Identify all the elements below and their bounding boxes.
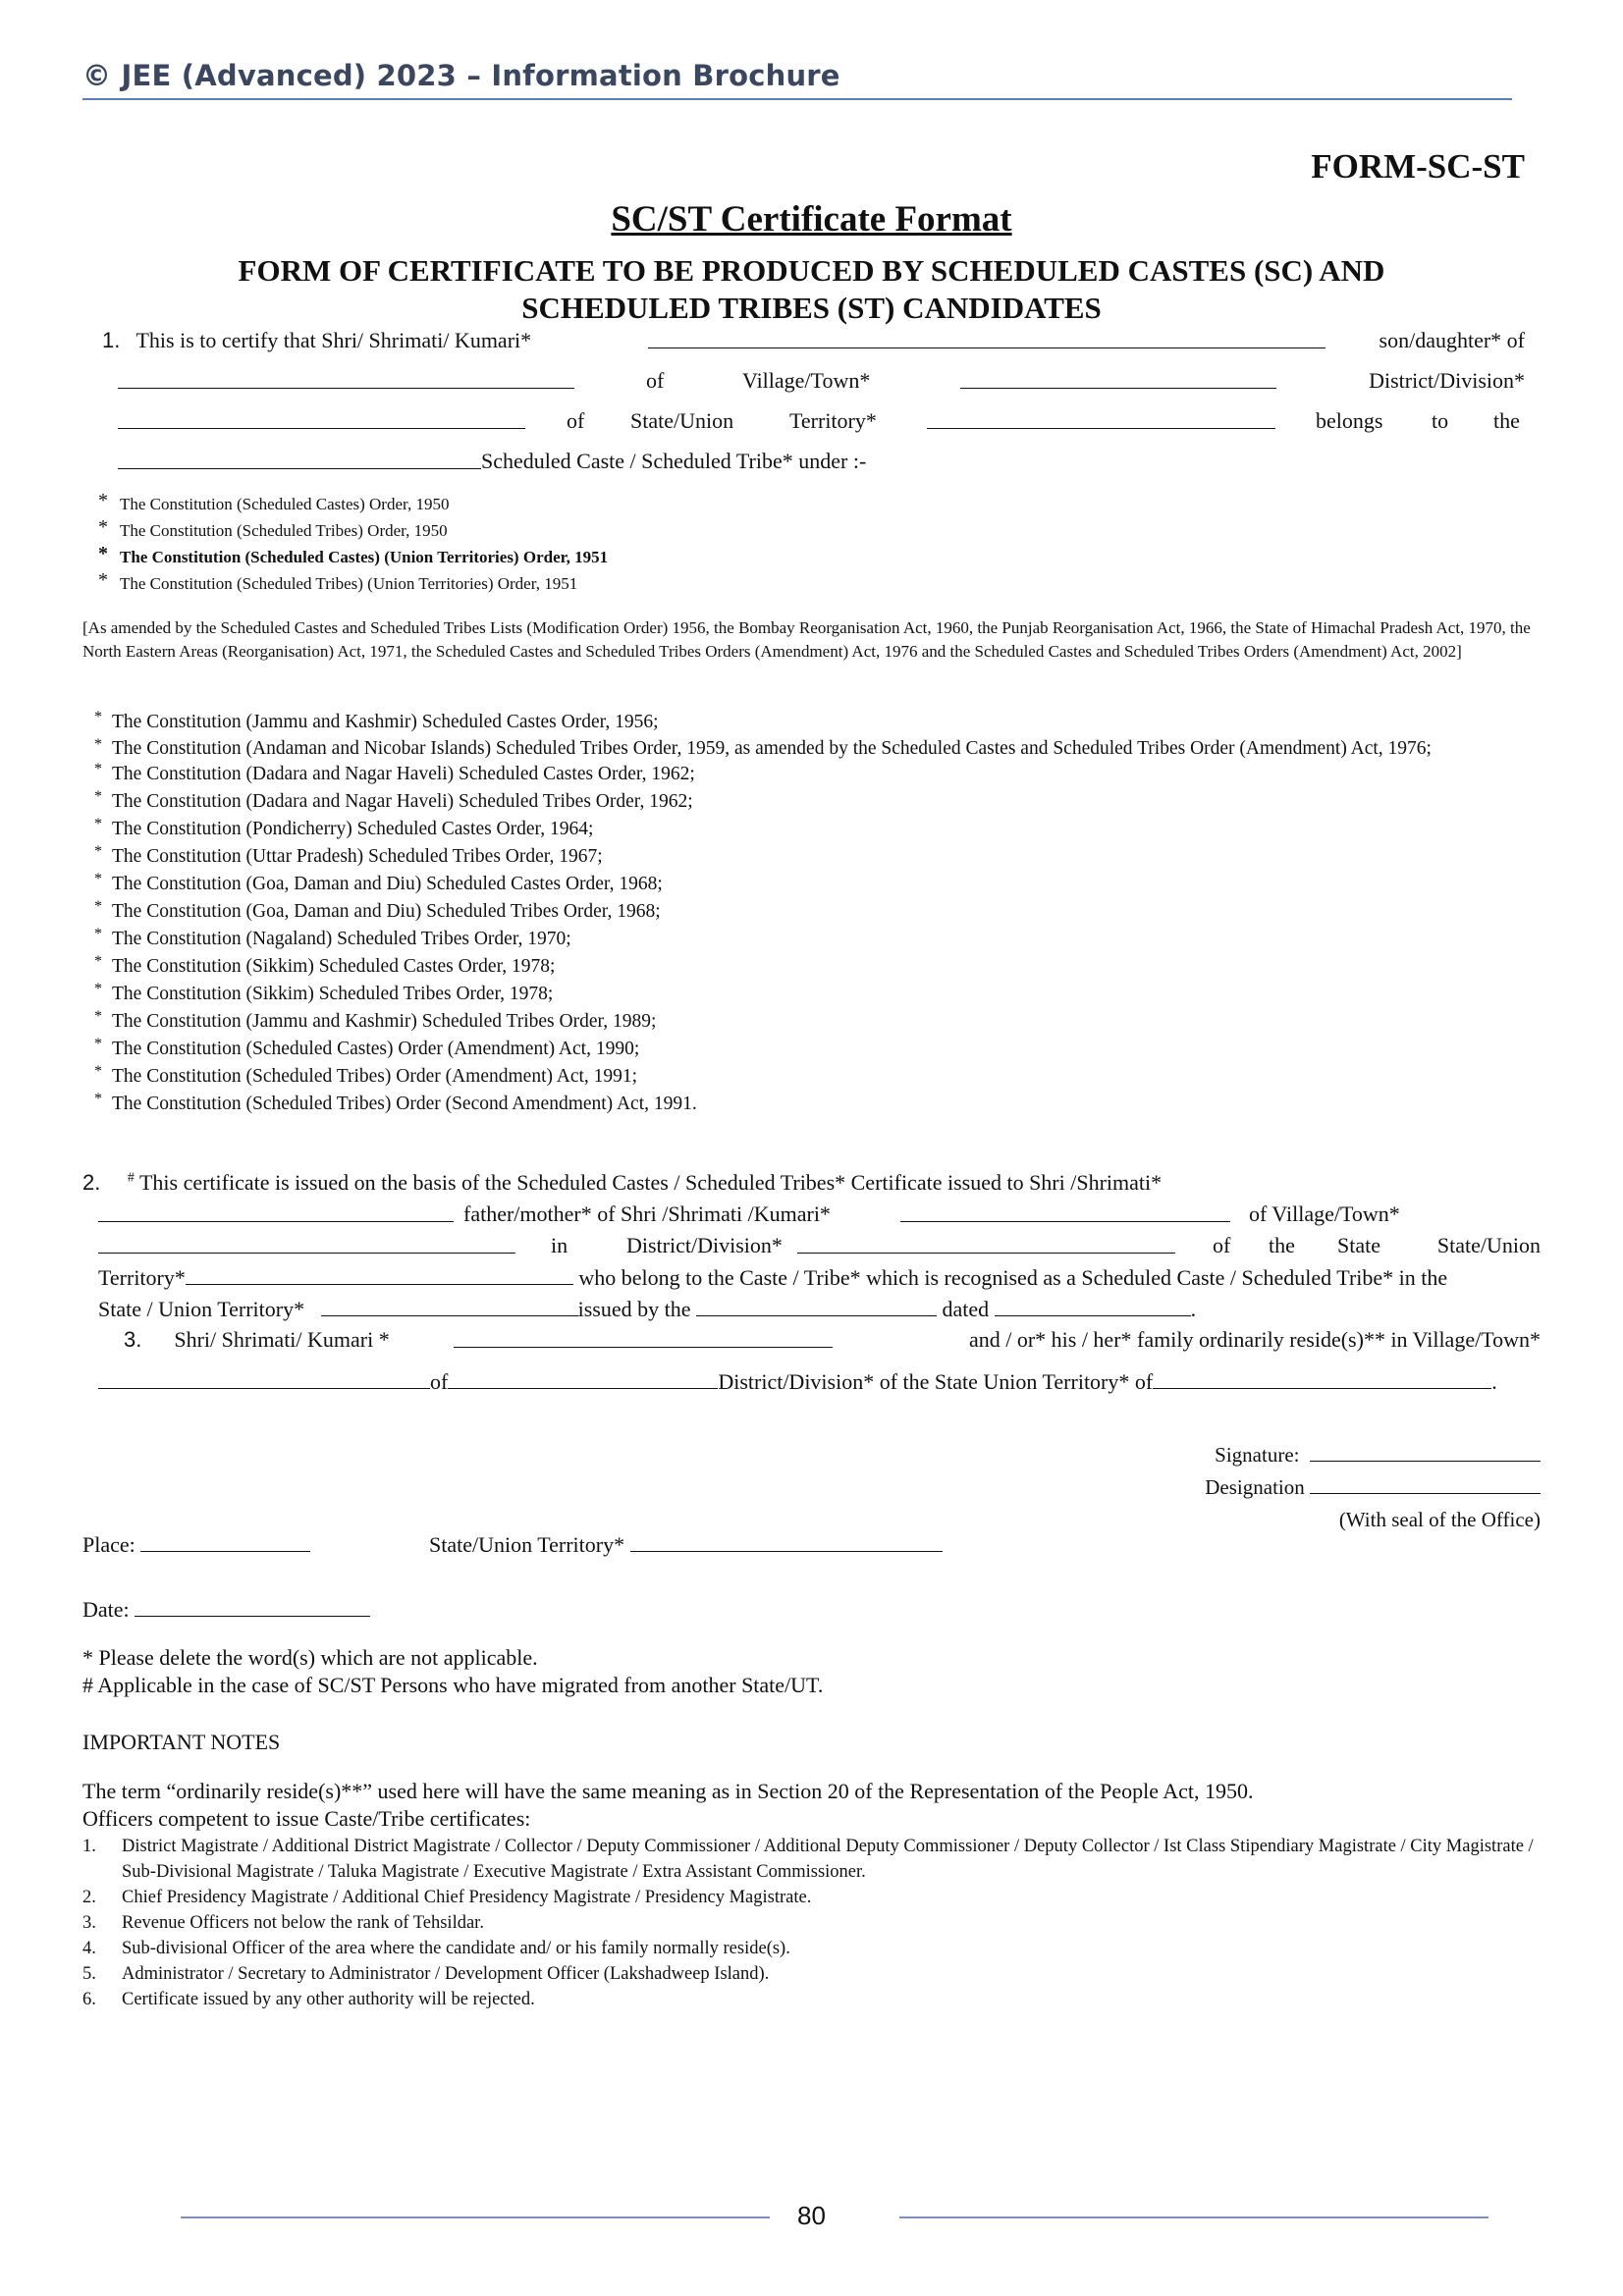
- para3-state-blank[interactable]: [1153, 1368, 1491, 1389]
- para2-parent-blank[interactable]: [900, 1201, 1230, 1222]
- list-item: * The Constitution (Goa, Daman and Diu) Scheduled Castes Order, 1968;: [94, 871, 663, 894]
- district-blank[interactable]: [118, 408, 525, 429]
- date-line: Date:: [82, 1596, 370, 1623]
- list-item: * The Constitution (Dadara and Nagar Haveli) Scheduled Castes Order, 1962;: [94, 761, 695, 784]
- list-item: * The Constitution (Scheduled Castes) Order (Amendment) Act, 1990;: [94, 1036, 640, 1059]
- constitution-orders-1950-51: [98, 491, 608, 597]
- constitution-orders-list: [94, 709, 1567, 1118]
- list-item: 5. Administrator / Secretary to Administrator / Development Officer (Lakshadweep Island).: [82, 1964, 770, 1984]
- certificate-subtitle: FORM OF CERTIFICATE TO BE PRODUCED BY SCHEDULED CASTES (SC) AND SCHEDULED TRIBES (ST) CANDIDATES: [238, 253, 1385, 325]
- para3-village-blank[interactable]: [98, 1368, 430, 1389]
- para2-district-blank[interactable]: [797, 1233, 1175, 1254]
- list-item: 3. Revenue Officers not below the rank of Tehsildar.: [82, 1913, 484, 1933]
- list-item: * The Constitution (Scheduled Castes) Order, 1950: [98, 490, 450, 513]
- list-item: * The Constitution (Nagaland) Scheduled Tribes Order, 1970;: [94, 926, 571, 949]
- certificate-title: SC/ST Certificate Format: [611, 199, 1012, 240]
- village-town-blank[interactable]: [960, 368, 1276, 389]
- list-item: 2. Chief Presidency Magistrate / Additional Chief Presidency Magistrate / Presidency Magistrate.: [82, 1888, 812, 1907]
- brochure-header-title: © JEE (Advanced) 2023 – Information Brochure: [82, 59, 840, 92]
- para2-state-blank[interactable]: [186, 1264, 573, 1285]
- para3-name-blank[interactable]: [454, 1327, 833, 1348]
- designation-blank[interactable]: [1310, 1473, 1541, 1494]
- list-item: * The Constitution (Dadara and Nagar Haveli) Scheduled Tribes Order, 1962;: [94, 788, 693, 812]
- list-item: * The Constitution (Scheduled Tribes) Order (Amendment) Act, 1991;: [94, 1063, 638, 1087]
- list-item: * The Constitution (Jammu and Kashmir) Scheduled Castes Order, 1956;: [94, 709, 659, 732]
- list-item: * The Constitution (Sikkim) Scheduled Tribes Order, 1978;: [94, 981, 554, 1004]
- list-item: 6. Certificate issued by any other authority will be rejected.: [82, 1990, 535, 2009]
- para1-son-daughter: son/daughter* of: [1379, 328, 1525, 352]
- para2-line1: 2. # This certificate is issued on the basis of the Scheduled Castes / Scheduled Tribes* Certificate issued to Shri /Shrimati*: [82, 1170, 1163, 1195]
- para3-line1: 3. Shri/ Shrimati/ Kumari *: [124, 1327, 390, 1352]
- para1-line1: 1. This is to certify that Shri/ Shrimati/ Kumari*: [102, 328, 532, 352]
- para3-line2: of District/Division* of the State Union Territory* of .: [98, 1368, 1497, 1395]
- list-item: * The Constitution (Uttar Pradesh) Scheduled Tribes Order, 1967;: [94, 843, 603, 867]
- list-item: * The Constitution (Andaman and Nicobar Islands) Scheduled Tribes Order, 1959, as amended by the Scheduled Castes and Scheduled Tribes Order (Amendment) Act, 1976;: [94, 736, 1432, 759]
- para2-line4: Territory* who belong to the Caste / Tribe* which is recognised as a Scheduled Caste / Scheduled Tribe* in the: [98, 1265, 1448, 1290]
- place-blank[interactable]: [140, 1531, 310, 1552]
- caste-tribe-blank[interactable]: [118, 449, 481, 469]
- list-item: * The Constitution (Scheduled Tribes) Order, 1950: [98, 516, 448, 540]
- important-notes-heading: IMPORTANT NOTES: [82, 1730, 281, 1754]
- para2-village-blank[interactable]: [98, 1233, 515, 1254]
- para2-issuer-blank[interactable]: [696, 1296, 937, 1316]
- list-item: * The Constitution (Jammu and Kashmir) Scheduled Tribes Order, 1989;: [94, 1008, 657, 1032]
- para2-date-blank[interactable]: [995, 1296, 1191, 1316]
- list-item: * The Constitution (Scheduled Tribes) Order (Second Amendment) Act, 1991.: [94, 1091, 697, 1114]
- state-ut-line: State/Union Territory*: [429, 1531, 943, 1558]
- list-item: 4. Sub-divisional Officer of the area where the candidate and/ or his family normally reside(s).: [82, 1939, 790, 1958]
- state-ut-footer-blank[interactable]: [630, 1531, 943, 1552]
- footnote-delete: * Please delete the word(s) which are not applicable.: [82, 1645, 538, 1670]
- amendment-note: [As amended by the Scheduled Castes and Scheduled Tribes Lists (Modification Order) 1956, the Bombay Reorganisation Act, 1960, the Punjab Reorganisation Act, 1966, the State of Himachal Pradesh Act, 1970, the North Eastern Areas (Reorganisation) Act, 1971, the Scheduled Castes and Scheduled Tribes Orders (Amendment) Act, 1976 and the Scheduled Castes and Scheduled Tribes Orders (Amendment) Act, 2002]: [82, 618, 1531, 661]
- para2-name-blank[interactable]: [98, 1201, 454, 1222]
- signature-block: Signature: Designation (With seal of the Office): [1205, 1443, 1541, 1531]
- list-item: * The Constitution (Sikkim) Scheduled Castes Order, 1978;: [94, 953, 556, 977]
- list-item: * The Constitution (Scheduled Tribes) (Union Territories) Order, 1951: [98, 569, 578, 593]
- para2-issued-state-blank[interactable]: [321, 1296, 578, 1316]
- form-code: FORM-SC-ST: [1311, 147, 1525, 186]
- officers-list: [82, 1834, 1536, 2012]
- date-blank[interactable]: [135, 1596, 370, 1617]
- name-blank[interactable]: [648, 328, 1325, 348]
- list-item: * The Constitution (Pondicherry) Scheduled Castes Order, 1964;: [94, 816, 594, 839]
- list-item: 1. District Magistrate / Additional District Magistrate / Collector / Deputy Commissioner / Additional Deputy Commissioner / Deputy Collector / Ist Class Stipendiary Magistrate / City Magistrate / Sub-Divisional Magistrate / Taluka Magistrate / Executive Magistrate / Extra Assistant Commissioner.: [82, 1837, 1534, 1882]
- parent-name-blank[interactable]: [118, 368, 574, 389]
- list-item: * The Constitution (Goa, Daman and Diu) Scheduled Tribes Order, 1968;: [94, 898, 661, 922]
- page-number: 80: [797, 2201, 826, 2230]
- place-line: Place:: [82, 1531, 310, 1558]
- state-ut-blank[interactable]: [927, 408, 1275, 429]
- document-page: © JEE (Advanced) 2023 – Information Brochure FORM-SC-ST SC/ST Certificate Format FORM OF CERTIFICATE TO BE PRODUCED BY SCHEDULED CASTES (SC) AND SCHEDULED TRIBES (ST) CANDIDATES 1. This is to certify that Shri/ Shrimati/ Kumari* son/daughter* of of Village/Town* District/Division* of State/Union Territory* belongs to the Scheduled Caste / Scheduled Tribe* under :- * The Constitution (Scheduled Castes) Order, 1950 * The Constitution (Scheduled Tribes) Order, 1950 * The Constitution (Scheduled Castes) (Union Territories) Order, 1951 * The Constitution (Scheduled Tribes) (Union Territories) Order, 1951 [As amended by the Scheduled Castes and Scheduled Tribes Lists (Modification Order) 1956, the Bombay Reorganisation Act, 1960, the Punjab Reorganisation Act, 1966, the State of Himachal Pradesh Act, 1970, the North Eastern Areas (Reorganisation) Act, 1971, the Scheduled Castes and Scheduled Tribes Orders (Amendment) Act, 1976 and the Scheduled Castes and Scheduled Tribes Orders (Amendment) Act, 2002] * The Constitution (Jammu and Kashmir) Scheduled Castes Order, 1956; * The Constitution (Andaman and Nicobar Islands) Scheduled Tribes Order, 1959, as amended by the Scheduled Castes and Scheduled Tribes Order (Amendment) Act, 1976; * The Constitution (Dadara and Nagar Haveli) Scheduled Castes Order, 1962; * The Constitution (Dadara and Nagar Haveli) Scheduled Tribes Order, 1962; * The Constitution (Pondicherry) Scheduled Castes Order, 1964; * The Constitution (Uttar Pradesh) Scheduled Tribes Order, 1967; * The Constitution (Goa, Daman and Diu) Scheduled Castes Order, 1968; * The Constitution (Goa, Daman and Diu) Scheduled Tribes Order, 1968; * The Constitution (Nagaland) Scheduled Tribes Order, 1970; * The Constitution (Sikkim) Scheduled Castes Order, 1978; * The Constitution (Sikkim) Scheduled Tribes Order, 1978; * The Constitution (Jammu and Kashmir) Scheduled Tribes Order, 1989; * The Constitution (Scheduled Castes) Order (Amendment) Act, 1990; * The Constitution (Scheduled Tribes) Order (Amendment) Act, 1991; * The Constitution (Scheduled Tribes) Order (Second Amendment) Act, 1991. 2. # This certificate is issued on the basis of the Scheduled Castes / Scheduled Tribes* Certificate issued to Shri /Shrimati* father/mother* of Shri /Shrimati /Kumari* of Village/Town* in District/Division* of the State State/Union Territory* who belong to the Caste / Tribe* which is recognised as a Scheduled Caste / Scheduled Tribe* in the State / Union Territory* issued by the dated . 3. Shri/ Shrimati/ Kumari * and / or* his / her* family ordinarily reside(s)** in Village/Town* of District/Division* of the State Union Territory* of . Signature: Designation (With seal of the Office) Place: State/Union Territory* Date: * Please delete the word(s) which are not applicable. # Applicable in the case of SC/ST Persons who have migrated from another State/UT. IMPORTANT NOTES The term “ordinarily reside(s)**” used here will have the same meaning as in Section 20 of the Representation of the People Act, 1950. Officers competent to issue Caste/Tribe certificates: 1. District Magistrate / Additional District Magistrate / Collector / Deputy Commissioner / Additional Deputy Commissioner / Deputy Collector / Ist Class Stipendiary Magistrate / City Magistrate / Sub-Divisional Magistrate / Taluka Magistrate / Executive Magistrate / Extra Assistant Commissioner. 2. Chief Presidency Magistrate / Additional Chief Presidency Magistrate / Presidency Magistrate. 3. Revenue Officers not below the rank of Tehsildar. 4. Sub-divisional Officer of the area where the candidate and/ or his family normally reside(s). 5. Administrator / Secretary to Administrator / Development Officer (Lakshadweep Island). 6. Certificate issued by any other authority will be rejected. 80: [0, 0, 1623, 2296]
- para3-district-blank[interactable]: [448, 1368, 718, 1389]
- officers-heading: Officers competent to issue Caste/Tribe certificates:: [82, 1806, 531, 1831]
- signature-blank[interactable]: [1310, 1441, 1541, 1462]
- term-note: The term “ordinarily reside(s)**” used here will have the same meaning as in Section 20 of the Representation of the People Act, 1950.: [82, 1779, 1254, 1803]
- para2-line5: State / Union Territory* issued by the dated .: [98, 1297, 1197, 1321]
- list-item: * The Constitution (Scheduled Castes) (Union Territories) Order, 1951: [98, 543, 609, 566]
- footnote-migrated: # Applicable in the case of SC/ST Persons who have migrated from another State/UT.: [82, 1673, 824, 1697]
- header-divider: [82, 98, 1512, 100]
